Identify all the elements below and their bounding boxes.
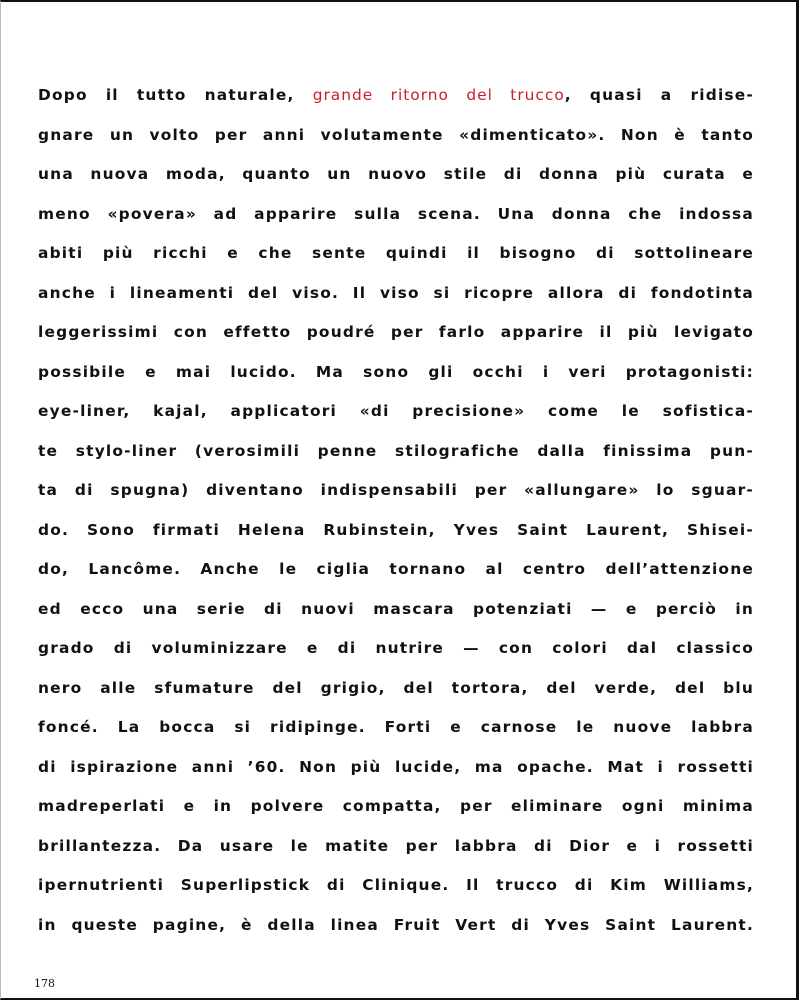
article-body [38, 76, 754, 945]
lead-text: Dopo il tutto naturale, [38, 86, 295, 104]
article-line-4: meno «povera» ad apparire sulla scena. Una donna che indossa [38, 204, 754, 223]
article-line-13: do, Lancôme. Anche le ciglia tornano al centro dell’attenzione [38, 560, 754, 578]
article-line-11: ta di spugna) diventano indispensabili per «allungare» lo sguar- [38, 481, 754, 499]
article-line-2: gnare un volto per anni volutamente «dimenticato». Non è tanto [38, 125, 754, 144]
article-line-3: una nuova moda, quanto un nuovo stile di donna più curata e [38, 165, 754, 183]
article-line-5: abiti più ricchi e che sente quindi il bisogno di sottolineare [38, 244, 754, 262]
article-line-15: grado di voluminizzare e di nutrire — con colori dal classico [38, 639, 754, 657]
article-line-7: leggerissimi con effetto poudré per farlo apparire il più levigato [38, 323, 754, 341]
article-line-1 [38, 76, 754, 116]
article-line-17: foncé. La bocca si ridipinge. Forti e carnose le nuove labbra [38, 718, 754, 736]
article-line-22: in queste pagine, è della linea Fruit Vert di Yves Saint Laurent. [38, 915, 754, 934]
article-line-14: ed ecco una serie di nuovi mascara potenziati — e perciò in [38, 599, 754, 618]
article-line-6: anche i lineamenti del viso. Il viso si ricopre allora di fondotinta [38, 283, 754, 302]
article-line-21: ipernutrienti Superlipstick di Clinique. Il trucco di Kim Williams, [38, 876, 754, 894]
article-line-20: brillantezza. Da usare le matite per labbra di Dior e i rossetti [38, 836, 754, 855]
article-line-19: madreperlati e in polvere compatta, per eliminare ogni minima [38, 797, 754, 815]
article-line-10: te stylo-liner (verosimili penne stilografiche dalla finissima pun- [38, 441, 754, 460]
article-line-9: eye-liner, kajal, applicatori «di precisione» come le sofistica- [38, 402, 754, 420]
article-line-12: do. Sono firmati Helena Rubinstein, Yves Saint Laurent, Shisei- [38, 520, 754, 539]
page-number: 178 [34, 977, 55, 990]
article-line-8: possibile e mai lucido. Ma sono gli occhi i veri protagonisti: [38, 362, 754, 381]
article-line-16: nero alle sfumature del grigio, del tortora, del verde, del blu [38, 678, 754, 697]
article-line-18: di ispirazione anni ’60. Non più lucide, ma opache. Mat i rossetti [38, 757, 754, 776]
highlighted-phrase: grande ritorno del trucco [312, 86, 565, 104]
lead-continuation: , quasi a ridise- [564, 86, 755, 104]
